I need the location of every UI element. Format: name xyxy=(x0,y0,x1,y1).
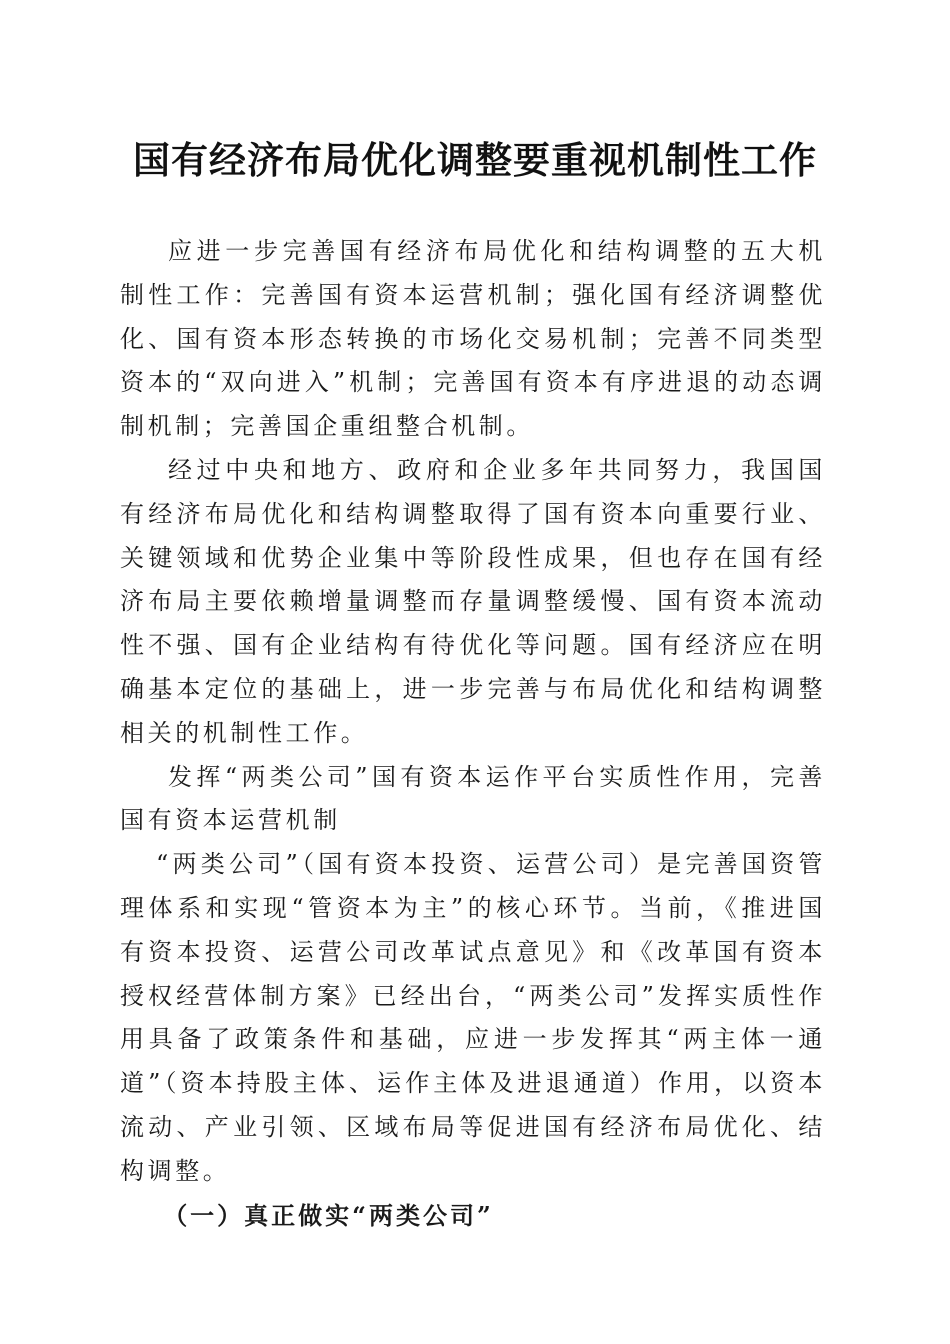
paragraph-achievements-problems: 经过中央和地方、政府和企业多年共同努力，我国国有经济布局优化和结构调整取得了国有资本向重要行业、关键领域和优势企业集中等阶段性成果，但也存在国有经济布局主要依赖增量调整而存量调整缓慢、国有资本流动性不强、国有企业结构有待优化等问题。国有经济应在明确基本定位的基础上，进一步完善与布局优化和结构调整相关的机制性工作。 xyxy=(120,455,826,747)
paragraph-two-companies: “两类公司”（国有资本投资、运营公司）是完善国资管理体系和实现“管资本为主”的核心环节。当前，《推进国有资本投资、运营公司改革试点意见》和《改革国有资本授权经营体制方案》已经出台，“两类公司”发挥实质性作用具备了政策条件和基础，应进一步发挥其“两主体一通道”（资本持股主体、运作主体及进退通道）作用，以资本流动、产业引领、区域布局等促进国有经济布局优化、结构调整。 xyxy=(120,850,826,1185)
paragraph-five-mechanisms: 应进一步完善国有经济布局优化和结构调整的五大机制性工作：完善国有资本运营机制；强化国有经济调整优化、国有资本形态转换的市场化交易机制；完善不同类型资本的“双向进入”机制；完善国有资本有序进退的动态调制机制；完善国企重组整合机制。 xyxy=(120,237,826,441)
paragraph-section-heading: 发挥“两类公司”国有资本运作平台实质性作用，完善国有资本运营机制 xyxy=(120,762,826,835)
document-title: 国有经济布局优化调整要重视机制性工作 xyxy=(133,138,817,182)
subheading-one: （一）真正做实“两类公司” xyxy=(163,1200,494,1230)
document-body xyxy=(120,230,826,1237)
